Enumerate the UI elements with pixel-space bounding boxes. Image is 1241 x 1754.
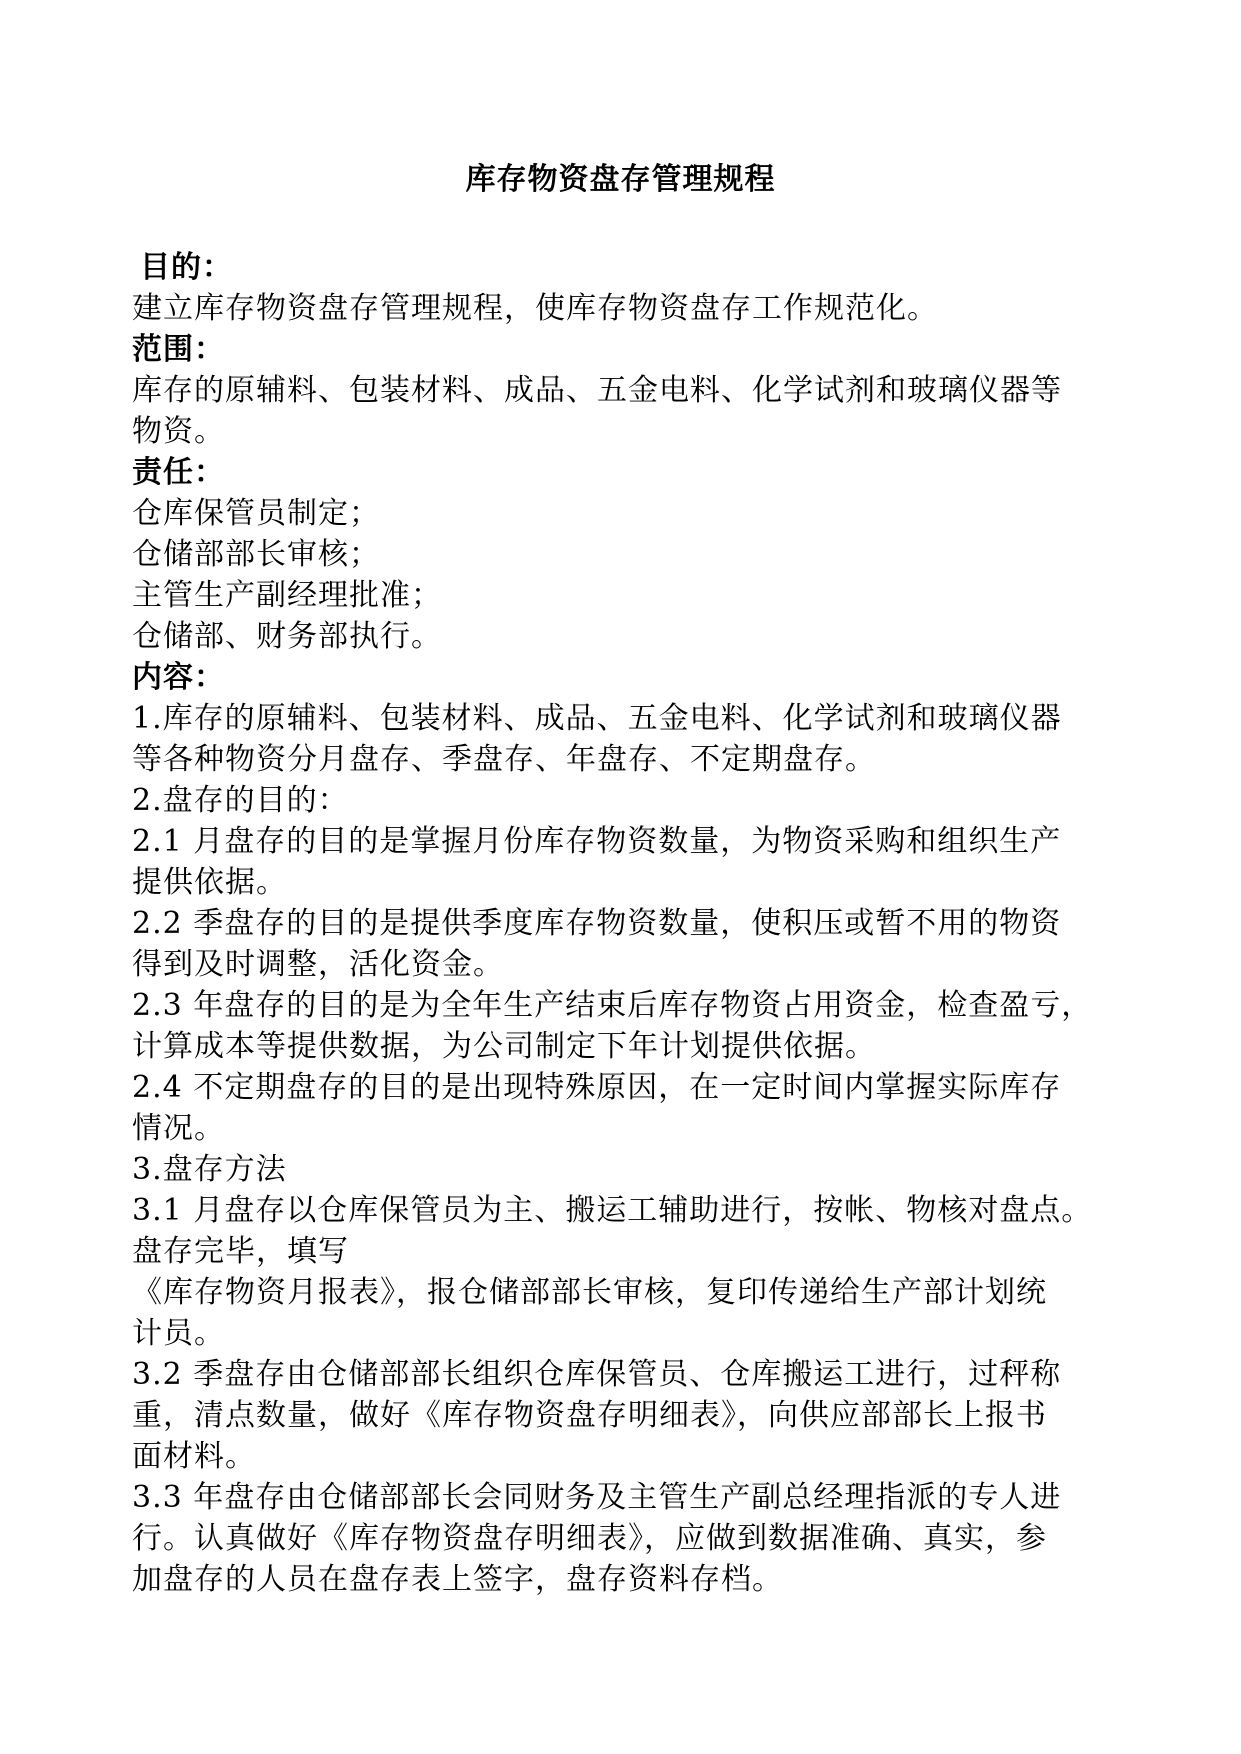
body-line: 库存的原辅料、包装材料、成品、五金电料、化学试剂和玻璃仪器等 (132, 373, 1062, 408)
body-line: 3.盘存方法 (132, 1152, 287, 1187)
body-line: 物资。 (132, 414, 225, 449)
body-line: 仓库保管员制定； (132, 496, 380, 531)
body-line: 加盘存的人员在盘存表上签字，盘存资料存档。 (132, 1562, 783, 1597)
body-line: 1.库存的原辅料、包装材料、成品、五金电料、化学试剂和玻璃仪器 (132, 701, 1062, 736)
body-line: 得到及时调整，活化资金。 (132, 947, 504, 982)
section-heading: 范围： (132, 332, 225, 367)
body-line: 2.4 不定期盘存的目的是出现特殊原因，在一定时间内掌握实际库存 (132, 1070, 1062, 1105)
body-line: 2.3 年盘存的目的是为全年生产结束后库存物资占用资金，检查盈亏， (132, 988, 1093, 1023)
body-line: 仓储部部长审核； (132, 537, 380, 572)
body-line: 面材料。 (132, 1439, 256, 1474)
body-line: 2.2 季盘存的目的是提供季度库存物资数量，使积压或暂不用的物资 (132, 906, 1062, 941)
body-line: 计算成本等提供数据，为公司制定下年计划提供依据。 (132, 1029, 876, 1064)
body-line: 《库存物资月报表》，报仓储部部长审核，复印传递给生产部计划统 (132, 1275, 1047, 1310)
body-line: 等各种物资分月盘存、季盘存、年盘存、不定期盘存。 (132, 742, 876, 777)
document-body (132, 247, 1122, 1600)
body-line: 2.1 月盘存的目的是掌握月份库存物资数量，为物资采购和组织生产 (132, 824, 1062, 859)
body-line: 建立库存物资盘存管理规程，使库存物资盘存工作规范化。 (132, 291, 938, 326)
body-line: 仓储部、财务部执行。 (132, 619, 442, 654)
body-line: 3.1 月盘存以仓库保管员为主、搬运工辅助进行，按帐、物核对盘点。 (132, 1193, 1093, 1228)
section-heading: 责任： (132, 455, 225, 490)
document-title: 库存物资盘存管理规程 (465, 162, 776, 197)
body-line: 3.3 年盘存由仓储部部长会同财务及主管生产副总经理指派的专人进 (132, 1480, 1062, 1515)
body-line: 主管生产副经理批准； (132, 578, 442, 613)
section-heading: 目的： (140, 250, 233, 285)
body-line: 行。认真做好《库存物资盘存明细表》，应做到数据准确、真实，参 (132, 1521, 1047, 1556)
body-line: 3.2 季盘存由仓储部部长组织仓库保管员、仓库搬运工进行，过秤称 (132, 1357, 1062, 1392)
body-line: 重，清点数量，做好《库存物资盘存明细表》，向供应部部长上报书 (132, 1398, 1047, 1433)
body-line: 盘存完毕，填写 (132, 1234, 349, 1269)
body-line: 情况。 (132, 1111, 225, 1146)
body-line: 2.盘存的目的： (132, 783, 349, 818)
body-line: 计员。 (132, 1316, 225, 1351)
body-line: 提供依据。 (132, 865, 287, 900)
section-heading: 内容： (132, 660, 225, 695)
